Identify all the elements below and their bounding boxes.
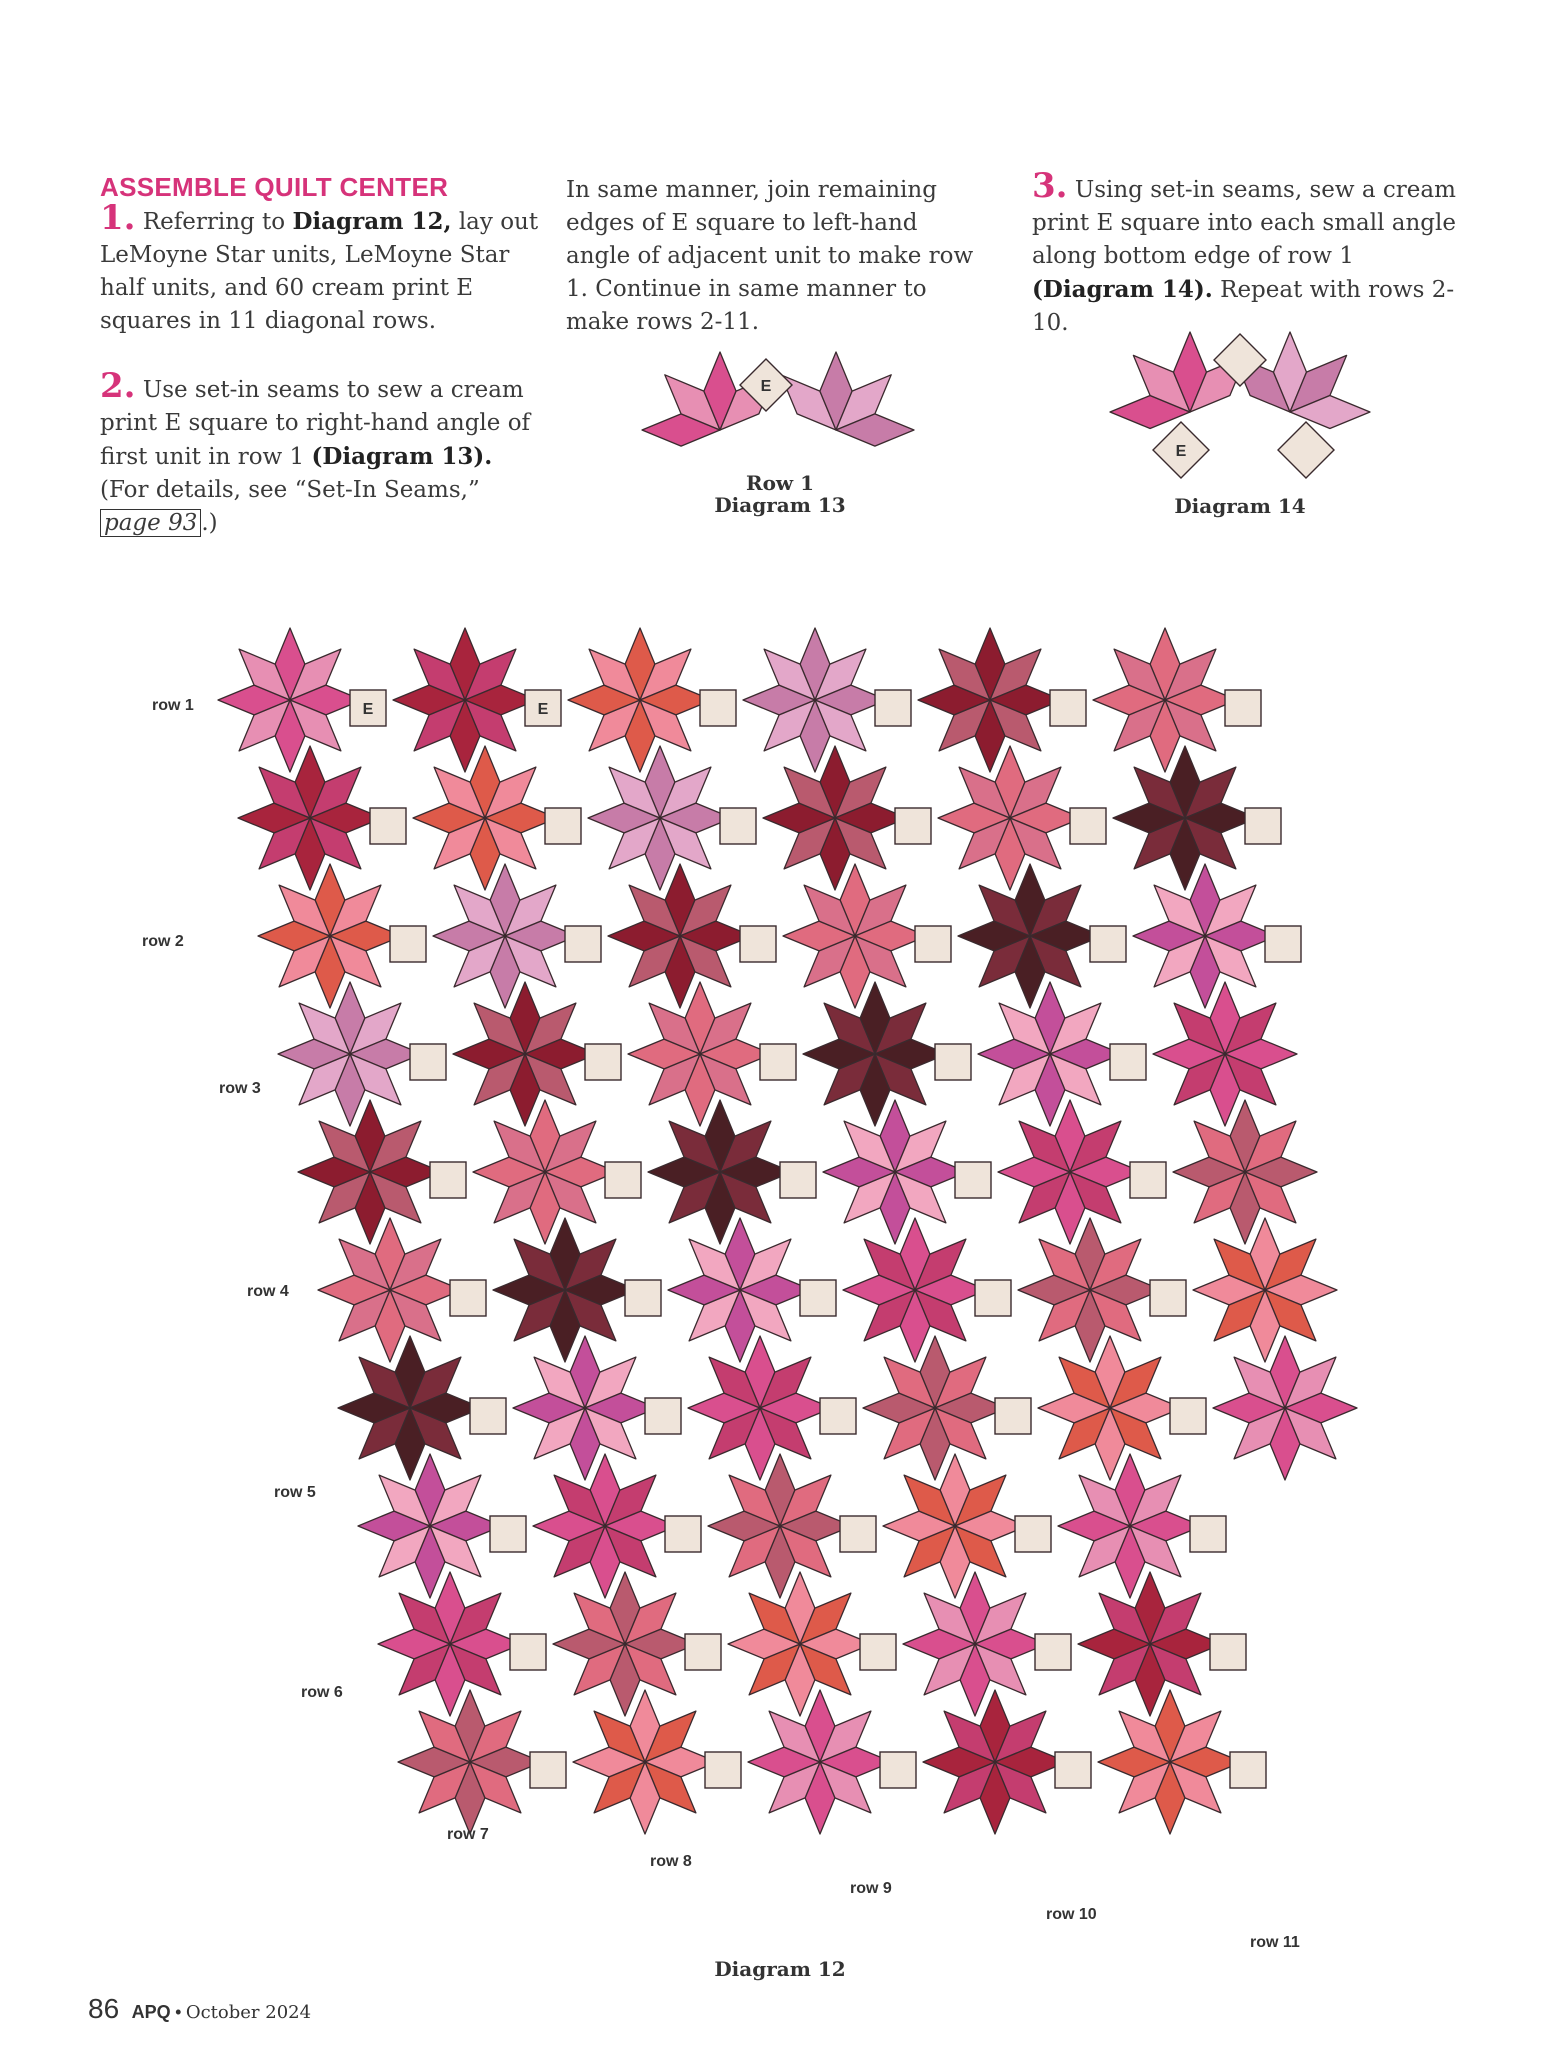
step-2-text-mid: (For details, see “Set-In Seams,” (100, 477, 480, 503)
lemoyne-star-unit (553, 1572, 697, 1716)
cream-e-square (1050, 690, 1086, 726)
step-1-ref: Diagram 12, (292, 208, 452, 235)
lemoyne-star-unit (728, 1572, 872, 1716)
lemoyne-star-unit (378, 1572, 522, 1716)
cream-e-square (975, 1280, 1011, 1316)
square-label: E (362, 701, 374, 718)
diagram-13-row-label: Row 1 (745, 471, 815, 495)
lemoyne-star-unit (413, 746, 557, 890)
page-number: 86 (88, 1993, 120, 2024)
lemoyne-star-unit (823, 1100, 967, 1244)
cream-e-square (685, 1634, 721, 1670)
lemoyne-star-unit (1113, 746, 1257, 890)
square-label: E (1175, 443, 1187, 460)
cream-e-square (1110, 1044, 1146, 1080)
lemoyne-star-unit (743, 628, 887, 772)
lemoyne-star-unit (628, 982, 772, 1126)
step-2-number: 2. (100, 366, 136, 406)
row-label-2: row 2 (142, 933, 184, 950)
cream-e-square (1070, 808, 1106, 844)
lemoyne-star-unit (318, 1218, 462, 1362)
cream-e-square (585, 1044, 621, 1080)
cream-e-square (760, 1044, 796, 1080)
diagram-13-title: Diagram 13 (714, 493, 846, 517)
diagram-14-e-square (1153, 422, 1209, 478)
lemoyne-star-unit (568, 628, 712, 772)
square-label: E (760, 378, 772, 395)
diagram-14-blank-square (1278, 422, 1334, 478)
lemoyne-star-unit (998, 1100, 1142, 1244)
cream-e-square (705, 1752, 741, 1788)
lemoyne-star-unit (278, 982, 422, 1126)
row-label-5: row 5 (274, 1484, 316, 1501)
step-3-number: 3. (1032, 166, 1068, 206)
cream-e-square (1210, 1634, 1246, 1670)
cream-e-square (895, 808, 931, 844)
step-1-text: Referring to (142, 209, 293, 235)
cream-e-square (350, 690, 386, 726)
lemoyne-star-unit (238, 746, 382, 890)
lemoyne-star-unit (1098, 1690, 1242, 1834)
lemoyne-star-unit (1038, 1336, 1182, 1480)
lemoyne-star-unit (883, 1454, 1027, 1598)
diagram-12-artwork (218, 628, 1357, 1834)
lemoyne-star-unit (513, 1336, 657, 1480)
half-star-unit-right (1233, 332, 1370, 429)
lemoyne-star-unit (918, 628, 1062, 772)
magazine-name: APQ (131, 2002, 171, 2022)
lemoyne-star-unit (298, 1100, 442, 1244)
step-3-text-end: Repeat with rows 2-10. (1032, 277, 1455, 336)
lemoyne-star-unit (923, 1690, 1067, 1834)
lemoyne-star-unit (608, 864, 752, 1008)
cream-e-square (740, 926, 776, 962)
step-1-number: 1. (100, 198, 136, 238)
cream-e-square (780, 1162, 816, 1198)
cream-e-square (1090, 926, 1126, 962)
cream-e-square (565, 926, 601, 962)
lemoyne-star-unit (958, 864, 1102, 1008)
cream-e-square (1035, 1634, 1071, 1670)
cream-e-square (645, 1398, 681, 1434)
step-2-text: Use set-in seams to sew a cream print E square to right-hand angle of first unit in row 1 (100, 377, 531, 470)
page-footer (88, 1993, 311, 2025)
lemoyne-star-unit (863, 1336, 1007, 1480)
cream-e-square (1230, 1752, 1266, 1788)
cream-e-square (935, 1044, 971, 1080)
lemoyne-star-unit (688, 1336, 832, 1480)
cream-e-square (390, 926, 426, 962)
cream-e-square (1190, 1516, 1226, 1552)
lemoyne-star-unit (708, 1454, 852, 1598)
lemoyne-star-unit (533, 1454, 677, 1598)
cream-e-square (1130, 1162, 1166, 1198)
cream-e-square (525, 690, 561, 726)
cream-e-square (915, 926, 951, 962)
cream-e-square (510, 1634, 546, 1670)
diagram-14-caption: Diagram 14 (1174, 494, 1306, 518)
row-label-10: row 10 (1046, 1906, 1097, 1923)
cream-e-square (1055, 1752, 1091, 1788)
lemoyne-star-unit (1078, 1572, 1222, 1716)
row-label-1: row 1 (152, 697, 194, 714)
lemoyne-star-unit (1173, 1100, 1317, 1244)
lemoyne-star-unit (1093, 628, 1237, 772)
diagram-12-caption: Diagram 12 (714, 1957, 846, 1981)
cream-e-square (995, 1398, 1031, 1434)
lemoyne-star-unit (748, 1690, 892, 1834)
half-star-unit-left (1110, 332, 1247, 429)
cream-e-square (955, 1162, 991, 1198)
lemoyne-star-unit (573, 1690, 717, 1834)
lemoyne-star-unit (338, 1336, 482, 1480)
cream-e-square (1265, 926, 1301, 962)
lemoyne-star-unit (668, 1218, 812, 1362)
row-label-11: row 11 (1250, 1934, 1300, 1951)
cream-e-square (545, 808, 581, 844)
cream-e-square (800, 1280, 836, 1316)
diagram-13-artwork (642, 352, 914, 446)
cream-e-square (1015, 1516, 1051, 1552)
row-label-3: row 3 (219, 1080, 261, 1097)
cream-e-square (370, 808, 406, 844)
row-label-8: row 8 (650, 1853, 692, 1870)
cream-e-square (700, 690, 736, 726)
step-3-text: Using set-in seams, sew a cream print E square into each small angle along bottom edge of row 1 (1032, 177, 1456, 269)
lemoyne-star-unit (1133, 864, 1277, 1008)
cream-e-square (1245, 808, 1281, 844)
lemoyne-star-unit (218, 628, 362, 772)
cream-e-square (470, 1398, 506, 1434)
footer-separator: • (175, 2002, 182, 2022)
cream-e-square (880, 1752, 916, 1788)
step-2-text-end: .) (201, 510, 218, 536)
cream-e-square (490, 1516, 526, 1552)
cream-e-square (605, 1162, 641, 1198)
page-reference-link[interactable]: page 93 (100, 509, 201, 537)
cream-e-square (1150, 1280, 1186, 1316)
lemoyne-star-unit (473, 1100, 617, 1244)
row-label-4: row 4 (247, 1283, 289, 1300)
cream-e-square (450, 1280, 486, 1316)
lemoyne-star-unit (258, 864, 402, 1008)
lemoyne-star-unit (1213, 1336, 1357, 1480)
cream-e-square (430, 1162, 466, 1198)
lemoyne-star-unit (843, 1218, 987, 1362)
lemoyne-star-unit (358, 1454, 502, 1598)
lemoyne-star-unit (398, 1690, 542, 1834)
cream-e-square (530, 1752, 566, 1788)
lemoyne-star-unit (393, 628, 537, 772)
cream-e-square (625, 1280, 661, 1316)
lemoyne-star-unit (763, 746, 907, 890)
lemoyne-star-unit (803, 982, 947, 1126)
step-1-text-end: lay out LeMoyne Star units, LeMoyne Star half units, and 60 cream print E squares in 11 diagonal rows. (100, 209, 539, 334)
lemoyne-star-unit (588, 746, 732, 890)
cream-e-square (840, 1516, 876, 1552)
lemoyne-star-unit (493, 1218, 637, 1362)
square-label: E (537, 701, 549, 718)
lemoyne-star-unit (1058, 1454, 1202, 1598)
cream-e-square (720, 808, 756, 844)
issue-date: October 2024 (185, 2002, 312, 2023)
cream-e-square (875, 690, 911, 726)
lemoyne-star-unit (783, 864, 927, 1008)
lemoyne-star-unit (978, 982, 1122, 1126)
section-heading: ASSEMBLE QUILT CENTER (100, 172, 449, 202)
half-star-unit-right (781, 352, 914, 446)
cream-e-square (820, 1398, 856, 1434)
lemoyne-star-unit (433, 864, 577, 1008)
lemoyne-star-unit (1193, 1218, 1337, 1362)
lemoyne-star-unit (453, 982, 597, 1126)
diagram-14-artwork (1110, 332, 1370, 478)
lemoyne-star-unit (1018, 1218, 1162, 1362)
cream-e-square (860, 1634, 896, 1670)
diagram-13-caption (680, 472, 880, 516)
step-3-ref: (Diagram 14). (1032, 276, 1213, 303)
row-label-6: row 6 (301, 1684, 343, 1701)
cream-e-square (1225, 690, 1261, 726)
row-label-9: row 9 (850, 1880, 892, 1897)
lemoyne-star-unit (648, 1100, 792, 1244)
cream-e-square (665, 1516, 701, 1552)
lemoyne-star-unit (1153, 982, 1297, 1126)
step-2-continued: In same manner, join remaining edges of E square to left-hand angle of adjacent unit to make row 1. Continue in same manner to make rows 2-11. (566, 177, 974, 335)
cream-e-square (410, 1044, 446, 1080)
lemoyne-star-unit (938, 746, 1082, 890)
lemoyne-star-unit (903, 1572, 1047, 1716)
row-label-7: row 7 (447, 1826, 489, 1843)
cream-e-square (1170, 1398, 1206, 1434)
step-2-ref: (Diagram 13). (311, 443, 493, 470)
